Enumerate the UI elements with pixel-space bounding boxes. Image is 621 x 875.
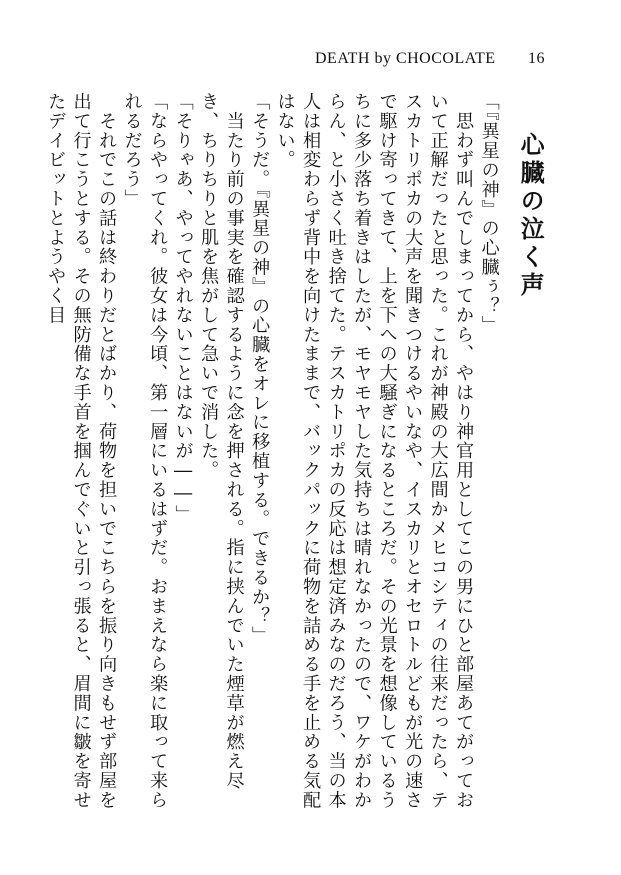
chapter-title: 心臓の泣く声 (516, 132, 546, 300)
paragraph: 「『異星の神』の心臓ぅ？」 (478, 92, 500, 336)
paragraph: 「そうだ。『異星の神』の心臓をオレに移植する。できるか？」 (249, 92, 271, 646)
paragraph: 当たり前の事実を確認するように念を押される。指に挟んでいた煙草が燃え尽き、ちりちりと肌を焦がして急いで消した。 (198, 92, 245, 791)
page-number: 16 (528, 50, 545, 67)
book-title: DEATH by CHOCOLATE (315, 50, 496, 67)
running-header (315, 48, 545, 70)
paragraph: それでこの話は終わりだとばかり、荷物を担いでこちらを振り向きもせず部屋を出て行こうとする。その無防備な手首を掴んでぐいと引っ張ると、眉間に皺を寄せたデイビットとようやく目 (45, 92, 118, 810)
paragraph: 「ならやってくれ。彼女は今頃、第一層にいるはずだ。おまえなら楽に取って来られるだろう」 (121, 92, 169, 810)
paragraph: 「そりゃあ、やってやれないことはないが――」 (172, 92, 194, 525)
vertical-body-text (45, 92, 563, 827)
paragraph: 思わず叫んでしまってから、やはり神官用としてこの男にひと部屋あてがっておいて正解だったと思った。これが神殿の大広間かメヒコシティの往来だったら、テスカトリポカの大声を聞きつけるやいなや、イスカリとオセロトルどもが光の速さで駆け寄ってきて、上を下への大騒ぎになるところだ。その光景を想像しているうちに多少落ち着きはしたが、モヤモヤした気持ちは晴れなかったので、ワケがわからん、と小さく吐き捨てた。テスカトリポカの反応は想定済みなのだろう、当の本人は相変わらず背中を向けたままで、バックパックに荷物を詰める手を止める気配はない。 (274, 92, 475, 810)
